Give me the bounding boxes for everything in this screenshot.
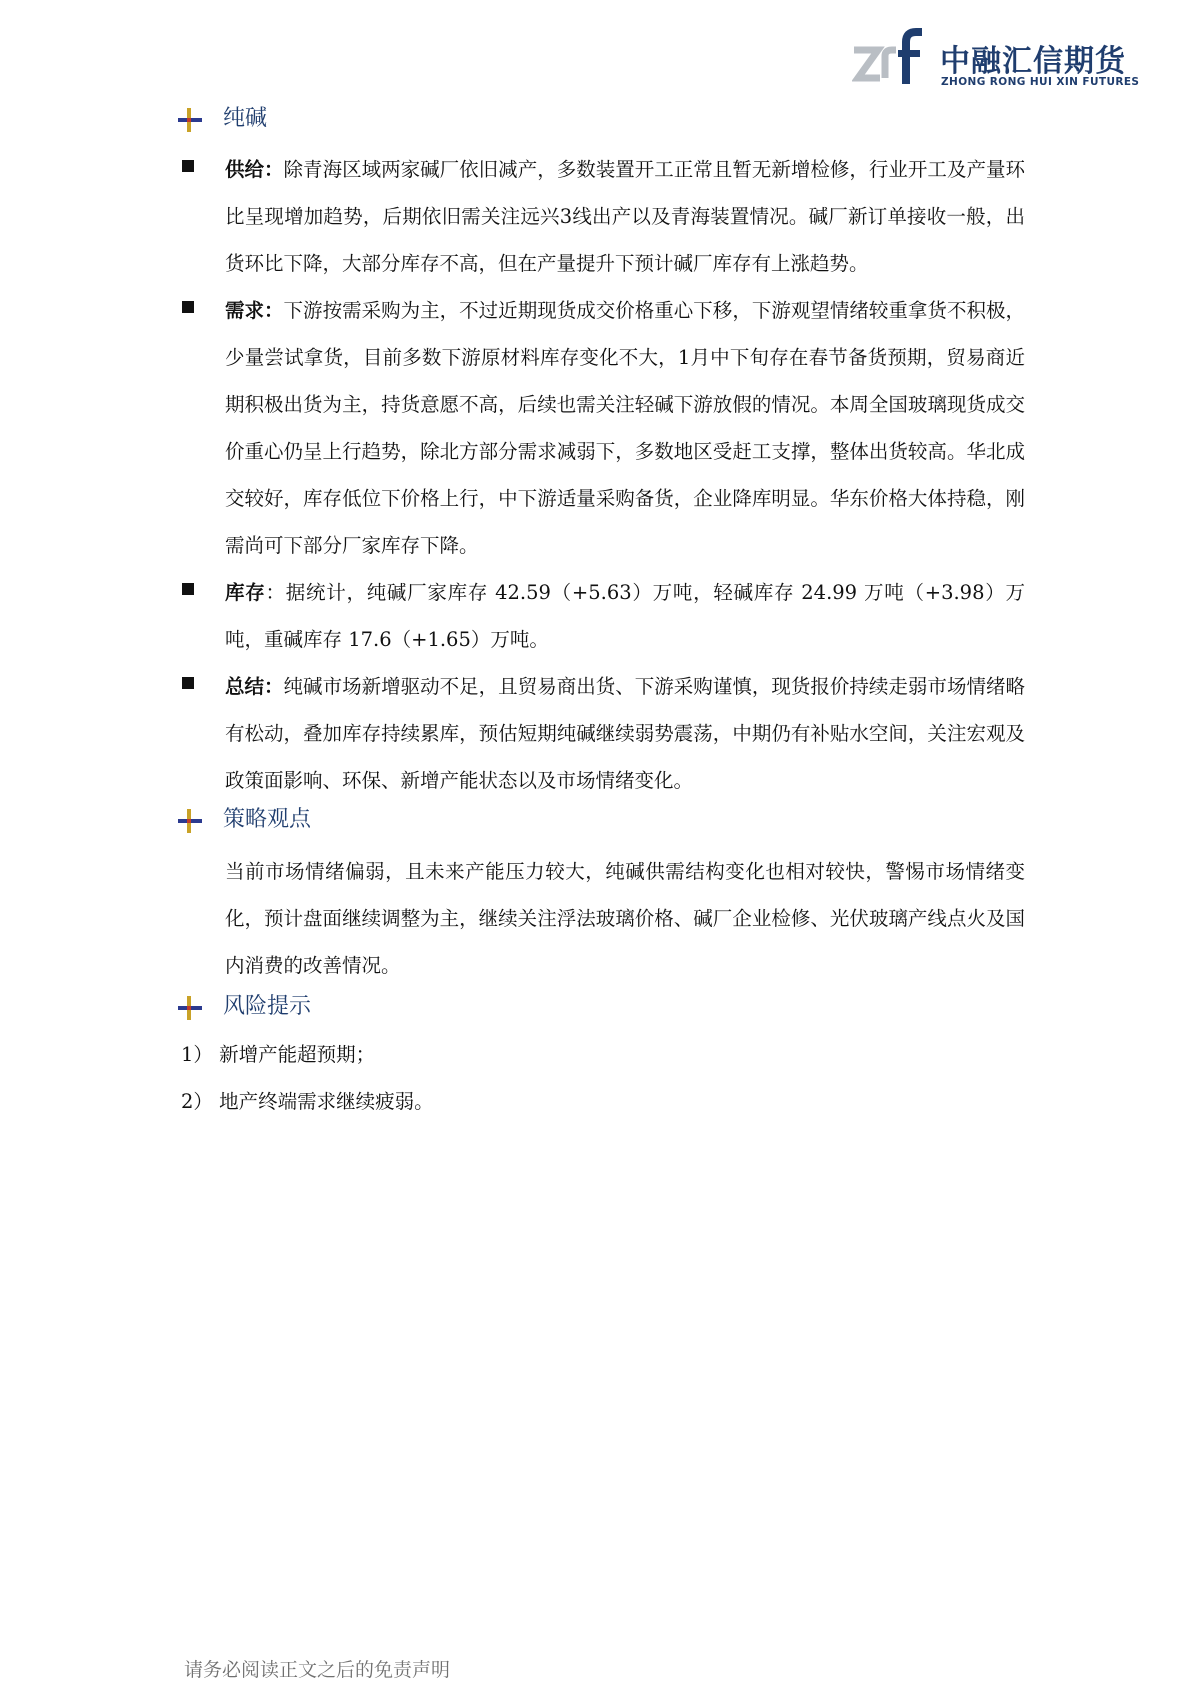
bullet-label: 需求： <box>225 299 284 322</box>
bullet-square-icon <box>182 301 194 313</box>
strategy-paragraph: 当前市场情绪偏弱，且未来产能压力较大，纯碱供需结构变化也相对较快，警惕市场情绪变化，预计盘面继续调整为主，继续关注浮法玻璃价格、碱厂企业检修、光伏玻璃产线点火及国内消费的改善情况。 <box>225 860 1025 977</box>
logo-mark-icon <box>852 28 924 90</box>
bullet-body: ：据统计，纯碱厂家库存 42.59（+5.63）万吨，轻碱库存 24.99 万吨（+3.98）万吨，重碱库存 17.6（+1.65）万吨。 <box>225 581 1025 651</box>
bullet-label: 供给： <box>225 158 284 181</box>
bullet-body: 纯碱市场新增驱动不足，且贸易商出货、下游采购谨慎，现货报价持续走弱市场情绪略有松动，叠加库存持续累库，预估短期纯碱继续弱势震荡，中期仍有补贴水空间，关注宏观及政策面影响、环保、新增产能状态以及市场情绪变化。 <box>225 675 1025 792</box>
section-title: 策略观点 <box>223 807 312 832</box>
section-title: 纯碱 <box>223 106 268 131</box>
section-marker-icon <box>178 108 202 132</box>
bullet-text <box>225 663 1025 804</box>
section-marker-icon <box>178 809 202 833</box>
bullet-text <box>225 569 1025 663</box>
bullet-text <box>225 146 1025 287</box>
bullet-square-icon <box>182 160 194 172</box>
bullet-body: 下游按需采购为主，不过近期现货成交价格重心下移，下游观望情绪较重拿货不积极，少量尝试拿货，目前多数下游原材料库存变化不大，1月中下旬存在春节备货预期，贸易商近期积极出货为主，持货意愿不高，后续也需关注轻碱下游放假的情况。本周全国玻璃现货成交价重心仍呈上行趋势，除北方部分需求减弱下，多数地区受赶工支撑，整体出货较高。华北成交较好，库存低位下价格上行，中下游适量采购备货，企业降库明显。华东价格大体持稳，刚需尚可下部分厂家库存下降。 <box>225 299 1025 557</box>
logo-chinese-name: 中融汇信期货 <box>940 44 1126 79</box>
section-title: 风险提示 <box>223 994 312 1019</box>
bullet-square-icon <box>182 677 194 689</box>
bullet-label: 总结： <box>225 675 284 698</box>
risk-item: 1） 新增产能超预期； <box>181 1043 376 1066</box>
bullet-text <box>225 287 1025 569</box>
risk-item: 2） 地产终端需求继续疲弱。 <box>181 1090 434 1113</box>
company-logo <box>852 28 1140 90</box>
bullet-square-icon <box>182 583 194 595</box>
logo-english-name: ZHONG RONG HUI XIN FUTURES <box>941 76 1140 88</box>
bullet-body: 除青海区域两家碱厂依旧减产，多数装置开工正常且暂无新增检修，行业开工及产量环比呈现增加趋势，后期依旧需关注远兴3线出产以及青海装置情况。碱厂新订单接收一般，出货环比下降，大部分库存不高，但在产量提升下预计碱厂库存有上涨趋势。 <box>225 158 1025 275</box>
bullet-label: 库存 <box>225 581 266 604</box>
section-marker-icon <box>178 996 202 1020</box>
footer-disclaimer: 请务必阅读正文之后的免责声明 <box>184 1659 451 1681</box>
